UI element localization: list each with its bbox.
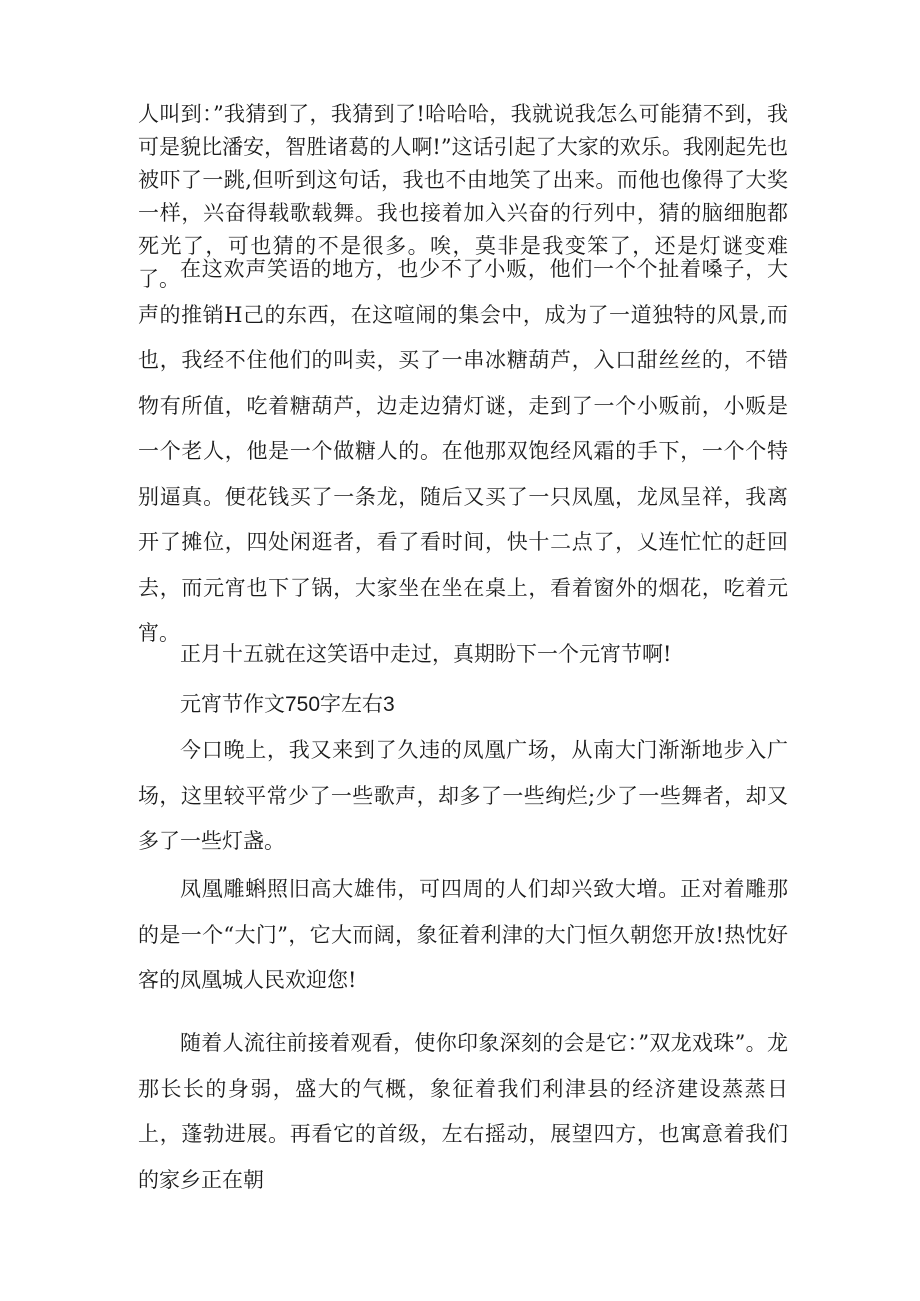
paragraph-closing: 正月十五就在这笑语中走过，真期盼下一个元宵节啊!: [180, 642, 672, 666]
paragraph-vendors: 在这欢声笑语的地方，也少不了小贩，他们一个个扯着嗓子，大声的推销H己的东西，在这喧闹的集会中，成为了一道独特的风景,而也，我经不住他们的叫卖，买了一串冰糖葫芦，入口甜丝丝的，不错物有所值，吃着糖葫芦，边走边猜灯谜，走到了一个小贩前，小贩是一个老人，他是一个做糖人的。在他那双饱经风霜的手下，一个个特别逼真。便花钱买了一条龙，随后又买了一只凤凰，龙凤呈祥，我离开了摊位，四处闲逛者，看了看时间，快十二点了，乂连忙忙的赶回去，而元宵也下了锅，大家坐在坐在桌上，看着窗外的烟花，吃着元宵。: [138, 257, 788, 645]
section-heading: 元宵节作文750字左右3: [180, 693, 395, 716]
paragraph-lantern-riddles: 人叫到：”我猜到了，我猜到了!哈哈哈，我就说我怎么可能猜不到，我可是貌比潘安，智胜诸葛的人啊!”这话引起了大家的欢乐。我刚起先也被吓了一跳,但听到这句话，我也不由地笑了出来。而他也像得了大奖一样，兴奋得载歌载舞。我也接着加入兴奋的行列中，猜的脑细胞都死光了，可也猜的不是很多。唉，莫非是我变笨了，还是灯谜变难了。: [138, 102, 788, 291]
paragraph-phoenix-square: 今口晚上，我又来到了久违的凤凰广场，从南大门渐渐地步入广场，这里较平常少了一些歌声，却多了一些绚烂;少了一些舞者，却又多了一些灯盏。: [138, 738, 788, 853]
paragraph-phoenix-sculpture: 凤凰雕蝌照旧高大雄伟，可四周的人们却兴致大増。正对着雕那的是一个“大门”，它大而阔，象征着利津的大门恒久朝您开放!热忱好客的凤凰城人民欢迎您!: [138, 877, 788, 992]
paragraph-double-dragon: 随着人流往前接着观看，使你印象深刻的会是它：”双龙戏珠”。龙那长长的身弱，盛大的气概，象征着我们利津县的经济建设蒸蒸日上，蓬勃进展。再看它的首级，左右摇动，展望四方，也寓意着我们的家乡正在朝: [138, 1031, 788, 1192]
